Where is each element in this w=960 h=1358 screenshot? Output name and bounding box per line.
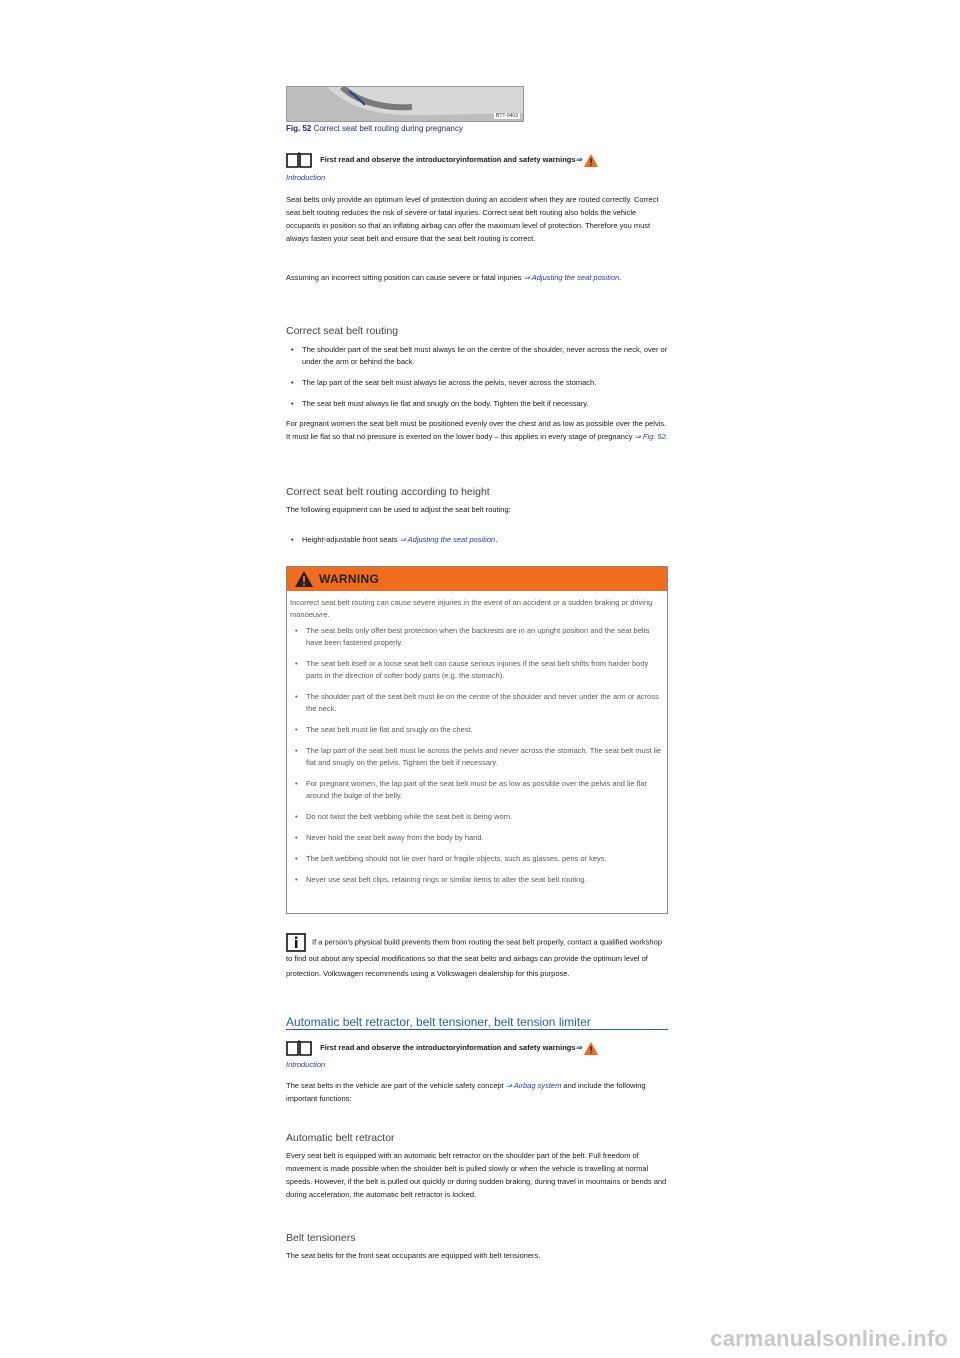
paragraph-pregnant-text: For pregnant women the seat belt must be positioned evenly over the chest and as low as possible over the pelvis. It must lie flat so that no pressure is exerted on the lower body – this applies in every stage of pregnancy bbox=[286, 419, 667, 441]
list-item: • The lap part of the seat belt must always lie across the pelvis, never across the stomach. bbox=[286, 377, 668, 389]
list-item bbox=[286, 534, 668, 546]
heading-belt-tensioners: Belt tensioners bbox=[286, 1232, 356, 1244]
warning-item: • Never hold the seat belt away from the body by hand. bbox=[290, 832, 667, 844]
heading-belt-retractor-tensioner: Automatic belt retractor, belt tensioner, belt tension limiter bbox=[286, 1015, 668, 1030]
paragraph-automatic-retractor: Every seat belt is equipped with an automatic belt retractor on the shoulder part of the belt. Full freedom of movement is made possible when the shoulder belt is pulled slowly or when the vehicle is travelling at normal speeds. However, if the belt is pulled out quickly or during sudden braking, during travel in mountains or bends and during acceleration, the automatic belt retractor is locked. bbox=[286, 1151, 667, 1199]
intro-note-2 bbox=[286, 1040, 668, 1056]
intro-link-1[interactable]: Introduction bbox=[286, 173, 326, 182]
paragraph-end: . bbox=[665, 432, 668, 441]
paragraph-end: . bbox=[619, 273, 622, 282]
warning-item: • Never use seat belt clips, retaining rings or similar items to alter the seat belt routing. bbox=[290, 874, 667, 886]
info-note bbox=[286, 933, 668, 981]
seat-belt-illustration bbox=[287, 87, 523, 121]
figure-code: BTT-0403 bbox=[496, 113, 518, 119]
intro-note-2-arrow[interactable]: ⇒ bbox=[575, 1042, 582, 1052]
warning-item: • The seat belt must lie flat and snugly on the chest. bbox=[290, 724, 667, 736]
link-fig-52[interactable]: ⇒ Fig. 52 bbox=[634, 432, 666, 441]
warning-title: WARNING bbox=[319, 572, 380, 586]
routing-list bbox=[286, 344, 668, 419]
warning-triangle-icon bbox=[295, 571, 313, 587]
link-airbag-system[interactable]: ⇒ Airbag system bbox=[505, 1081, 562, 1090]
paragraph-pregnant-women bbox=[286, 417, 668, 443]
paragraph-belt-protection: Seat belts only provide an optimum level of protection during an accident when they are routed correctly. Correct seat belt routing reduces the risk of severe or fatal injuries. Correct seat belt routing also holds the vehicle occupants in position so that an inflating airbag can offer the maximum level of protection. Therefore you must always fasten your seat belt and ensure that the seat belt routing is correct. bbox=[286, 195, 659, 243]
list-item: • The shoulder part of the seat belt must always lie on the centre of the shoulder, never across the neck, over or under the arm or behind the back. bbox=[286, 344, 668, 368]
paragraph-sitting-position bbox=[286, 271, 668, 284]
warning-list bbox=[290, 625, 667, 886]
info-icon bbox=[286, 933, 306, 952]
intro-note-1-arrow[interactable]: ⇒ bbox=[575, 154, 582, 164]
warning-item: • The seat belts only offer best protection when the backrests are in an upright position and the seat belts have been fastened properly. bbox=[290, 625, 667, 649]
list-item-text: Height-adjustable front seats bbox=[302, 535, 398, 544]
warning-item: • For pregnant women, the lap part of the seat belt must be as low as possible over the pelvis and lie flat around the bulge of the belly. bbox=[290, 778, 667, 802]
warning-item: • Do not twist the belt webbing while the seat belt is being worn. bbox=[290, 811, 667, 823]
paragraph-sitting-position-text: Assuming an incorrect sitting position can cause severe or fatal injuries bbox=[286, 273, 522, 282]
figure-caption-text: Correct seat belt routing during pregnancy bbox=[313, 124, 463, 133]
warning-header bbox=[287, 567, 667, 591]
info-note-text: If a person’s physical build prevents them from routing the seat belt properly, contact a qualified workshop to find out about any special modifications so that the seat belts and airbags can provide the optimum level of protection. Volkswagen recommends using a Volkswagen dealership for this purpose. bbox=[286, 937, 662, 978]
link-adjusting-seat-position-2[interactable]: ⇒ Adjusting the seat position bbox=[399, 535, 496, 544]
warning-item: • The lap part of the seat belt must lie across the pelvis and never across the stomach. The seat belt must lie flat and snugly on the pelvis. Tighten the belt if necessary. bbox=[290, 745, 667, 769]
book-icon bbox=[286, 1040, 312, 1056]
list-item: • The seat belt must always lie flat and snugly on the body. Tighten the belt if necessary. bbox=[286, 398, 668, 410]
warning-triangle-icon bbox=[584, 154, 598, 167]
warning-triangle-icon bbox=[584, 1042, 598, 1055]
paragraph-end: and include the following important functions: bbox=[286, 1081, 646, 1103]
warning-intro: Incorrect seat belt routing can cause severe injuries in the event of an accident or a sudden braking or driving manoeuvre. bbox=[290, 598, 653, 619]
figure-label: Fig. 52 bbox=[286, 124, 312, 133]
figure-image bbox=[286, 86, 524, 122]
watermark: carmanualsonline.info bbox=[710, 1326, 948, 1351]
height-list bbox=[286, 534, 668, 555]
warning-item: • The belt webbing should not lie over hard or fragile objects, such as glasses, pens or keys. bbox=[290, 853, 667, 865]
list-item-end: . bbox=[495, 535, 498, 544]
intro-note-2-text: First read and observe the introductoryinformation and safety warnings bbox=[320, 1042, 576, 1052]
intro-note-1-text: First read and observe the introductoryinformation and safety warnings bbox=[320, 154, 576, 164]
paragraph-belt-tensioners: The seat belts for the front seat occupants are equipped with belt tensioners. bbox=[286, 1251, 541, 1260]
heading-routing-height: Correct seat belt routing according to height bbox=[286, 486, 490, 498]
book-icon bbox=[286, 152, 312, 168]
paragraph-height-intro: The following equipment can be used to adjust the seat belt routing: bbox=[286, 505, 511, 514]
heading-automatic-retractor: Automatic belt retractor bbox=[286, 1132, 395, 1144]
warning-box bbox=[286, 566, 668, 914]
paragraph-safety-concept-text: The seat belts in the vehicle are part of the vehicle safety concept bbox=[286, 1081, 504, 1090]
paragraph-safety-concept bbox=[286, 1079, 668, 1105]
figure-caption bbox=[286, 124, 463, 133]
warning-body bbox=[287, 591, 667, 886]
warning-item: • The shoulder part of the seat belt must lie on the centre of the shoulder and never under the arm or across the neck. bbox=[290, 691, 667, 715]
intro-link-2[interactable]: Introduction bbox=[286, 1060, 326, 1069]
heading-correct-routing: Correct seat belt routing bbox=[286, 325, 399, 337]
intro-note-1 bbox=[286, 152, 668, 168]
link-adjusting-seat-position[interactable]: ⇒ Adjusting the seat position bbox=[523, 273, 620, 282]
warning-item: • The seat belt itself or a loose seat belt can cause serious injuries if the seat belt shifts from harder body parts in the direction of softer body parts (e.g. the stomach). bbox=[290, 658, 667, 682]
